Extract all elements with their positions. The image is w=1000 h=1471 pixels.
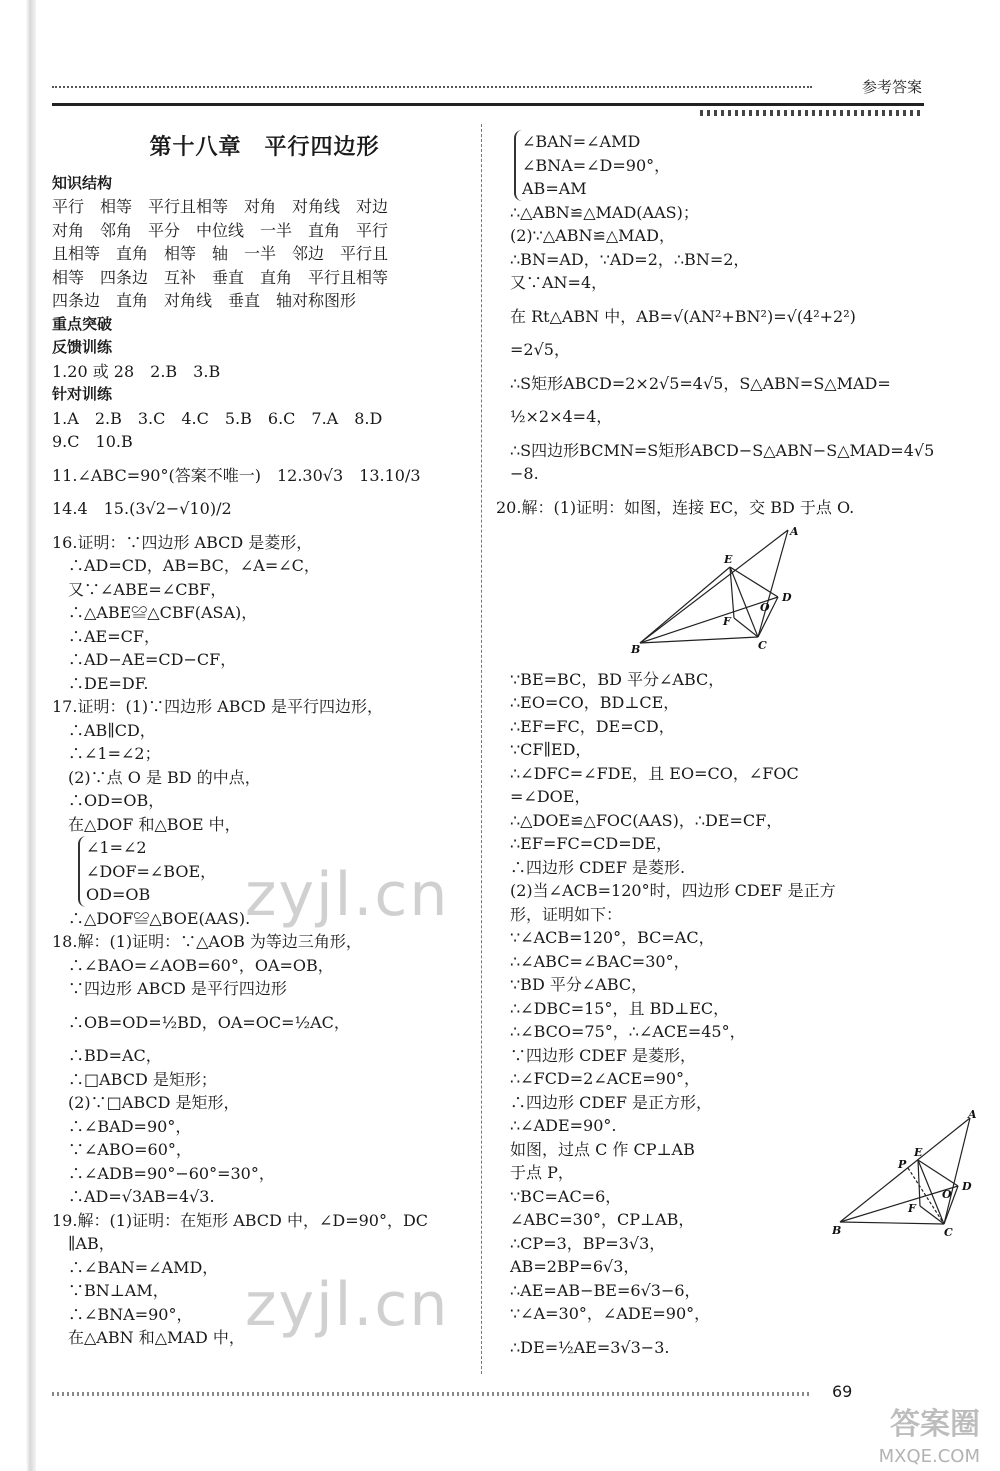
proof-line: ∴EO=CO，BD⊥CE， <box>510 693 680 712</box>
proof-line: ∴∠BAD=90°， <box>52 1116 192 1136</box>
proof-line: ∥AB， <box>52 1234 115 1253</box>
proof-line: ∴OD=OB， <box>52 791 165 810</box>
proof-line: ∴△DOF≌△BOE(AAS). <box>52 908 251 928</box>
problem-20-body <box>510 668 920 1360</box>
proof-line: ∴EF=FC=CD=DE， <box>510 834 673 853</box>
proof-line: ∴∠DBC=15°，且 BD⊥EC， <box>510 998 730 1018</box>
proof-line: ∴AD−AE=CD−CF， <box>52 650 237 669</box>
page-binding-shadow <box>26 0 36 1471</box>
segment-ed <box>730 567 778 597</box>
proof-line: ∵∠ABO=60°， <box>52 1140 192 1159</box>
label-b: B <box>631 643 641 655</box>
chapter-title: 第十八章 平行四边形 <box>149 135 380 160</box>
proof-line: ∴△ABN≌△MAD(AAS)； <box>510 202 699 222</box>
segment-ed <box>918 1160 958 1186</box>
label-a: A <box>790 525 799 538</box>
section-targeted: 针对训练 <box>52 385 113 403</box>
segment-bd <box>840 1186 958 1222</box>
section-knowledge: 知识结构 <box>52 173 113 192</box>
proof-line: ∴AE=CF， <box>52 626 160 646</box>
proof-line: ∵四边形 CDEF 是菱形， <box>510 1045 697 1065</box>
proof-line: 16.证明：∵四边形 ABCD 是菱形， <box>52 532 313 552</box>
segment-ac <box>944 1118 970 1224</box>
problem-16 <box>52 531 477 696</box>
proof-line: ∴∠ADB=90°−60°=30°， <box>52 1163 275 1183</box>
targeted-line: 1.A 2.B 3.C 4.C 5.B 6.C 7.A 8.D <box>52 408 383 428</box>
proof-line: 又∵∠ABE=∠CBF， <box>52 579 227 599</box>
proof-line: ∴△DOE≌△FOC(AAS)，∴DE=CF， <box>510 810 783 830</box>
proof-line: ∴DE=DF. <box>52 673 149 693</box>
proof-line: ∴□ABCD 是矩形； <box>52 1069 217 1089</box>
label-f: F <box>723 615 731 628</box>
proof-line: (2)∵△ABN≌△MAD， <box>510 226 675 245</box>
proof-line: 17.证明：(1)∵四边形 ABCD 是平行四边形， <box>52 697 383 716</box>
proof-line: =2√5， <box>510 340 570 359</box>
proof-line: ∵∠ACB=120°，BC=AC， <box>510 928 715 947</box>
proof-line: ∴S四边形BCMN=S矩形ABCD−S△ABN−S△MAD=4√5 <box>510 440 935 460</box>
watermark: zyjl.cn <box>245 860 450 930</box>
header-rule-dashes <box>700 110 924 116</box>
label-c: C <box>758 639 767 652</box>
proof-line: ∵BC=AC=6， <box>510 1186 622 1206</box>
page-number: 69 <box>832 1382 853 1401</box>
proof-line: ∴OB=OD=½BD，OA=OC=½AC， <box>52 1012 350 1032</box>
brace-line: ∠BAN=∠AMD <box>522 132 641 151</box>
proof-line: ∴S矩形ABCD=2×2√5=4√5，S△ABN=S△MAD= <box>510 373 891 393</box>
proof-line: −8. <box>510 464 539 483</box>
left-column <box>52 130 477 1350</box>
proof-line: ∵CF∥ED， <box>510 740 592 759</box>
proof-line: (2)∵点 O 是 BD 的中点， <box>52 767 261 787</box>
proof-line: ∵∠A=30°，∠ADE=90°， <box>510 1304 711 1323</box>
header-title: 参考答案 <box>861 78 922 96</box>
segment-bc <box>640 637 758 643</box>
footer-rule <box>52 1392 812 1396</box>
knowledge-line: 平行 相等 平行且相等 对角 对角线 对边 <box>52 197 389 216</box>
knowledge-line: 且相等 直角 相等 轴 一半 邻边 平行且 <box>52 244 389 263</box>
condition-brace <box>514 130 920 201</box>
segment-bc <box>840 1222 944 1224</box>
label-d: D <box>962 1180 972 1193</box>
proof-line: ∴AB∥CD， <box>52 720 156 740</box>
feedback-answers: 1.20 或 28 2.B 3.B <box>52 361 221 381</box>
proof-line: 如图，过点 C 作 CP⊥AB <box>510 1139 695 1159</box>
segment-ef <box>918 1160 920 1206</box>
proof-line: =∠DOE， <box>510 787 591 806</box>
proof-line: ∴AD=CD，AB=BC，∠A=∠C， <box>52 556 320 575</box>
proof-line: ∴AE=AB−BE=6√3−6， <box>510 1280 701 1300</box>
proof-line: ∠ABC=30°，CP⊥AB， <box>510 1210 695 1229</box>
proof-line: 形，证明如下： <box>510 904 623 924</box>
label-p: P <box>898 1158 907 1171</box>
corner-watermark: 答案圈 <box>890 1407 980 1442</box>
proof-line: ∴EF=FC，DE=CD， <box>510 716 675 736</box>
proof-line: ∴BN=AD，∵AD=2，∴BN=2， <box>510 249 750 269</box>
segment-ac <box>758 530 788 637</box>
geometry-figure-1 <box>630 525 800 655</box>
segment-ba <box>640 530 788 643</box>
knowledge-answers <box>52 195 477 313</box>
brace-line: ∠DOF=∠BOE， <box>86 861 217 881</box>
column-divider <box>481 124 482 1374</box>
proof-line: 20.解：(1)证明：如图，连接 EC，交 BD 于点 O. <box>496 497 855 517</box>
proof-line: 于点 P， <box>510 1163 574 1182</box>
proof-line: ∴∠ABC=∠BAC=30°， <box>510 951 690 971</box>
proof-line: 在△ABN 和△MAD 中， <box>52 1328 245 1347</box>
targeted-line: 9.C 10.B <box>52 432 133 451</box>
knowledge-line: 四条边 直角 对角线 垂直 轴对称图形 <box>52 291 357 310</box>
targeted-line: 14.4 15.(3√2−√10)/2 <box>52 499 232 518</box>
targeted-line: 11.∠ABC=90°(答案不唯一) 12.30√3 13.10/3 <box>52 465 421 485</box>
label-a: A <box>968 1110 977 1121</box>
proof-line: ∴∠BNA=90°， <box>52 1304 193 1324</box>
proof-line: ∴△ABE≌△CBF(ASA)， <box>52 603 258 622</box>
proof-line: ∴DE=½AE=3√3−3. <box>510 1337 670 1357</box>
proof-line: ∴∠1=∠2； <box>52 744 161 763</box>
proof-line: 19.解：(1)证明：在矩形 ABCD 中，∠D=90°，DC <box>52 1210 429 1230</box>
problem-18 <box>52 930 477 1209</box>
section-key: 重点突破 <box>52 314 113 333</box>
label-d: D <box>782 591 792 604</box>
label-b: B <box>832 1224 842 1237</box>
proof-line: ½×2×4=4， <box>510 407 613 426</box>
proof-line: AB=2BP=6√3， <box>510 1257 640 1276</box>
brace-line: ∠1=∠2 <box>86 838 147 857</box>
proof-line: ∵BE=BC，BD 平分∠ABC， <box>510 669 725 689</box>
header-dotted-rule <box>52 86 812 88</box>
proof-line: (2)∵□ABCD 是矩形， <box>52 1093 240 1112</box>
proof-line: 在△DOF 和△BOE 中， <box>52 814 241 834</box>
label-e: E <box>724 553 733 566</box>
geometry-figure-2 <box>832 1110 982 1240</box>
proof-line: ∴∠ADE=90°. <box>510 1116 617 1135</box>
proof-line: ∴∠DFC=∠FDE，且 EO=CO，∠FOC <box>510 763 799 783</box>
brace-line: OD=OB <box>86 885 151 904</box>
proof-line: ∵四边形 ABCD 是平行四边形 <box>52 979 287 998</box>
label-o: O <box>942 1188 952 1201</box>
proof-line: ∴∠BAN=∠AMD， <box>52 1257 219 1277</box>
segment-be <box>640 567 730 643</box>
proof-line: (2)当∠ACB=120°时，四边形 CDEF 是正方 <box>510 881 836 900</box>
watermark: zyjl.cn <box>245 1270 450 1340</box>
proof-line: ∴四边形 CDEF 是正方形， <box>510 1092 713 1112</box>
label-c: C <box>944 1226 953 1239</box>
label-f: F <box>908 1202 916 1215</box>
proof-line: ∴CP=3，BP=3√3， <box>510 1233 666 1253</box>
section-feedback: 反馈训练 <box>52 338 113 356</box>
proof-line: 又∵AN=4， <box>510 273 608 292</box>
proof-line: ∴∠BAO=∠AOB=60°，OA=OB， <box>52 955 334 975</box>
label-e: E <box>914 1146 923 1159</box>
proof-line: ∴∠BCO=75°，∴∠ACE=45°， <box>510 1022 746 1041</box>
knowledge-line: 相等 四条边 互补 垂直 直角 平行且相等 <box>52 267 389 287</box>
proof-line: ∴BD=AC， <box>52 1046 162 1065</box>
proof-line: 18.解：(1)证明：∵△AOB 为等边三角形， <box>52 932 362 951</box>
knowledge-line: 对角 邻角 平分 中位线 一半 直角 平行 <box>52 220 389 240</box>
brace-line: AB=AM <box>522 179 587 198</box>
proof-line: ∵BN⊥AM， <box>52 1281 169 1300</box>
proof-line: ∵BD 平分∠ABC， <box>510 975 648 994</box>
brace-line: ∠BNA=∠D=90°， <box>522 155 671 175</box>
proof-line: ∴四边形 CDEF 是菱形. <box>510 857 686 877</box>
corner-watermark-url: MXQE.COM <box>878 1446 980 1467</box>
proof-line: ∴AD=√3AB=4√3. <box>52 1187 215 1206</box>
label-o: O <box>760 601 770 614</box>
header-rule <box>52 103 924 106</box>
proof-line: ∴∠FCD=2∠ACE=90°， <box>510 1069 700 1088</box>
proof-line: 在 Rt△ABN 中，AB=√(AN²+BN²)=√(4²+2²) <box>510 306 856 326</box>
